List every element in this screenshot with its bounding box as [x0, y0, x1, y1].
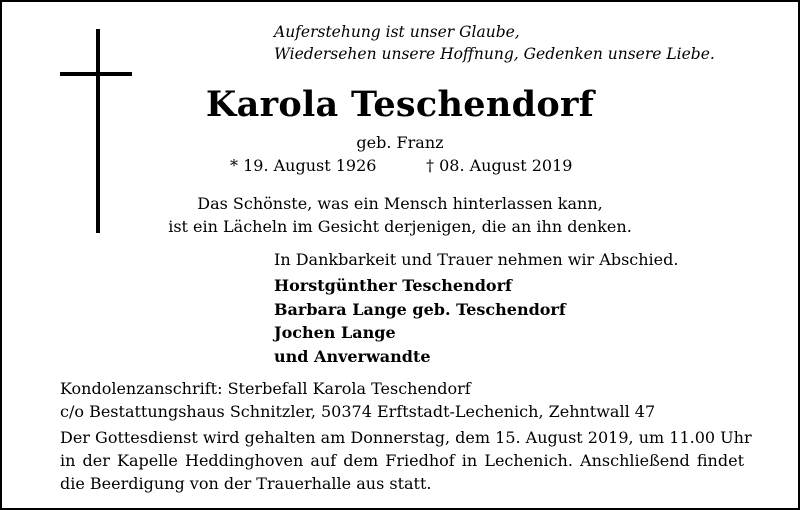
motto-line: Wiedersehen unsere Hoffnung, Gedenken unsere Liebe.: [274, 45, 715, 63]
quote: [2, 192, 798, 238]
motto-line: Auferstehung ist unser Glaube,: [274, 23, 520, 41]
deceased-name: Karola Teschendorf: [205, 84, 595, 125]
cross-horizontal-bar: [60, 72, 132, 76]
condolence-line: c/o Bestattungshaus Schnitzler, 50374 Erftstadt-Lechenich, Zehntwall 47: [60, 402, 656, 421]
mourner-name: und Anverwandte: [274, 346, 431, 366]
quote-line: Das Schönste, was ein Mensch hinterlassen kann,: [197, 194, 603, 213]
service-line: die Beerdigung von der Trauerhalle aus statt.: [60, 474, 432, 493]
mourners-list: [274, 274, 566, 368]
quote-line: ist ein Lächeln im Gesicht derjenigen, die an ihn denken.: [168, 217, 632, 236]
condolence-line: Kondolenzanschrift: Sterbefall Karola Teschendorf: [60, 379, 471, 398]
death-date: † 08. August 2019: [426, 156, 573, 175]
motto: [274, 21, 715, 65]
birth-name: geb. Franz: [356, 133, 444, 152]
mourner-name: Barbara Lange geb. Teschendorf: [274, 299, 566, 319]
condolence-address: [60, 377, 655, 423]
service-line: in der Kapelle Heddinghoven auf dem Friedhof in Lechenich. Anschließend findet: [60, 451, 744, 470]
mourner-name: Jochen Lange: [274, 323, 396, 342]
service-info: [60, 426, 752, 495]
mourner-name: Horstgünther Teschendorf: [274, 276, 512, 295]
birth-date: * 19. August 1926: [230, 156, 377, 175]
service-line: Der Gottesdienst wird gehalten am Donnerstag, dem 15. August 2019, um 11.00 Uhr: [60, 428, 752, 447]
farewell-text: In Dankbarkeit und Trauer nehmen wir Abschied.: [274, 250, 679, 269]
